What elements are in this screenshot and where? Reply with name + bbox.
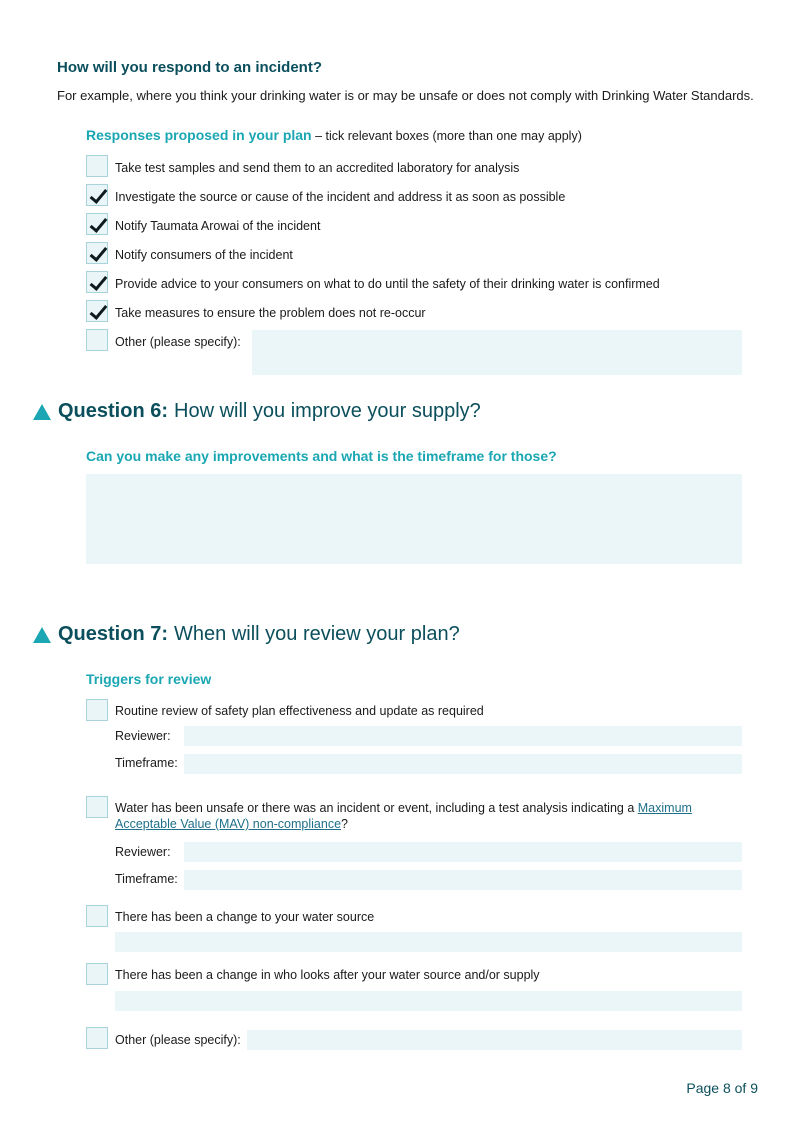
option-investigate: Investigate the source or cause of the incident and address it as soon as possible bbox=[115, 190, 566, 204]
page-number: Page 8 of 9 bbox=[686, 1080, 758, 1096]
responses-title: Responses proposed in your plan bbox=[86, 127, 312, 143]
checkbox-unsafe-water[interactable] bbox=[86, 796, 108, 818]
other-trigger-field[interactable] bbox=[247, 1030, 742, 1050]
timeframe-label: Timeframe: bbox=[115, 872, 178, 886]
question-6-subheading: Can you make any improvements and what is the timeframe for those? bbox=[86, 448, 557, 464]
question-7-number: Question 7: bbox=[58, 623, 169, 645]
option-notify-taumata: Notify Taumata Arowai of the incident bbox=[115, 219, 321, 233]
responses-note: – tick relevant boxes (more than one may apply) bbox=[311, 129, 582, 143]
mav-link[interactable]: Maximum Acceptable Value (MAV) non-compliance bbox=[115, 801, 692, 831]
responses-heading bbox=[86, 127, 582, 143]
option-notify-consumers: Notify consumers of the incident bbox=[115, 248, 293, 262]
option-prevent-reoccur: Take measures to ensure the problem does not re-occur bbox=[115, 306, 426, 320]
option-provide-advice: Provide advice to your consumers on what to do until the safety of their drinking water is confirmed bbox=[115, 277, 660, 291]
trigger-unsafe-water bbox=[115, 800, 745, 832]
checkbox-provide-advice[interactable] bbox=[86, 271, 108, 293]
other-response-field[interactable] bbox=[252, 330, 742, 375]
trigger-source-change: There has been a change to your water source bbox=[115, 910, 375, 924]
trigger-other: Other (please specify): bbox=[115, 1033, 241, 1047]
timeframe-field-2[interactable] bbox=[184, 870, 742, 890]
checkbox-source-change[interactable] bbox=[86, 905, 108, 927]
incident-intro: For example, where you think your drinking water is or may be unsafe or does not comply with Drinking Water Standards. bbox=[57, 88, 754, 103]
reviewer-field-1[interactable] bbox=[184, 726, 742, 746]
source-change-field[interactable] bbox=[115, 932, 742, 952]
trigger-unsafe-water-text: Water has been unsafe or there was an incident or event, including a test analysis indicating a bbox=[115, 801, 638, 815]
checkbox-investigate[interactable] bbox=[86, 184, 108, 206]
timeframe-field-1[interactable] bbox=[184, 754, 742, 774]
caretaker-change-field[interactable] bbox=[115, 991, 742, 1011]
triggers-heading: Triggers for review bbox=[86, 671, 212, 687]
option-test-samples: Take test samples and send them to an accredited laboratory for analysis bbox=[115, 161, 520, 175]
trigger-caretaker-change: There has been a change in who looks after your water source and/or supply bbox=[115, 968, 540, 982]
checkbox-other-response[interactable] bbox=[86, 329, 108, 351]
checkbox-prevent-reoccur[interactable] bbox=[86, 300, 108, 322]
triangle-icon bbox=[33, 404, 51, 420]
question-7-title: When will you review your plan? bbox=[174, 623, 460, 645]
triangle-icon bbox=[33, 627, 51, 643]
checkbox-test-samples[interactable] bbox=[86, 155, 108, 177]
checkbox-routine-review[interactable] bbox=[86, 699, 108, 721]
checkbox-other-trigger[interactable] bbox=[86, 1027, 108, 1049]
incident-heading: How will you respond to an incident? bbox=[57, 59, 323, 76]
option-other-response: Other (please specify): bbox=[115, 335, 241, 349]
improvements-field[interactable] bbox=[86, 474, 742, 564]
question-6-number: Question 6: bbox=[58, 400, 169, 422]
checkbox-notify-taumata[interactable] bbox=[86, 213, 108, 235]
reviewer-label: Reviewer: bbox=[115, 729, 171, 743]
timeframe-label: Timeframe: bbox=[115, 756, 178, 770]
reviewer-label: Reviewer: bbox=[115, 845, 171, 859]
question-6-heading bbox=[33, 400, 481, 423]
question-7-heading bbox=[33, 623, 460, 646]
trigger-unsafe-water-end: ? bbox=[341, 817, 348, 831]
trigger-routine-review: Routine review of safety plan effectiveness and update as required bbox=[115, 704, 484, 718]
checkbox-notify-consumers[interactable] bbox=[86, 242, 108, 264]
reviewer-field-2[interactable] bbox=[184, 842, 742, 862]
checkbox-caretaker-change[interactable] bbox=[86, 963, 108, 985]
question-6-title: How will you improve your supply? bbox=[174, 400, 481, 422]
